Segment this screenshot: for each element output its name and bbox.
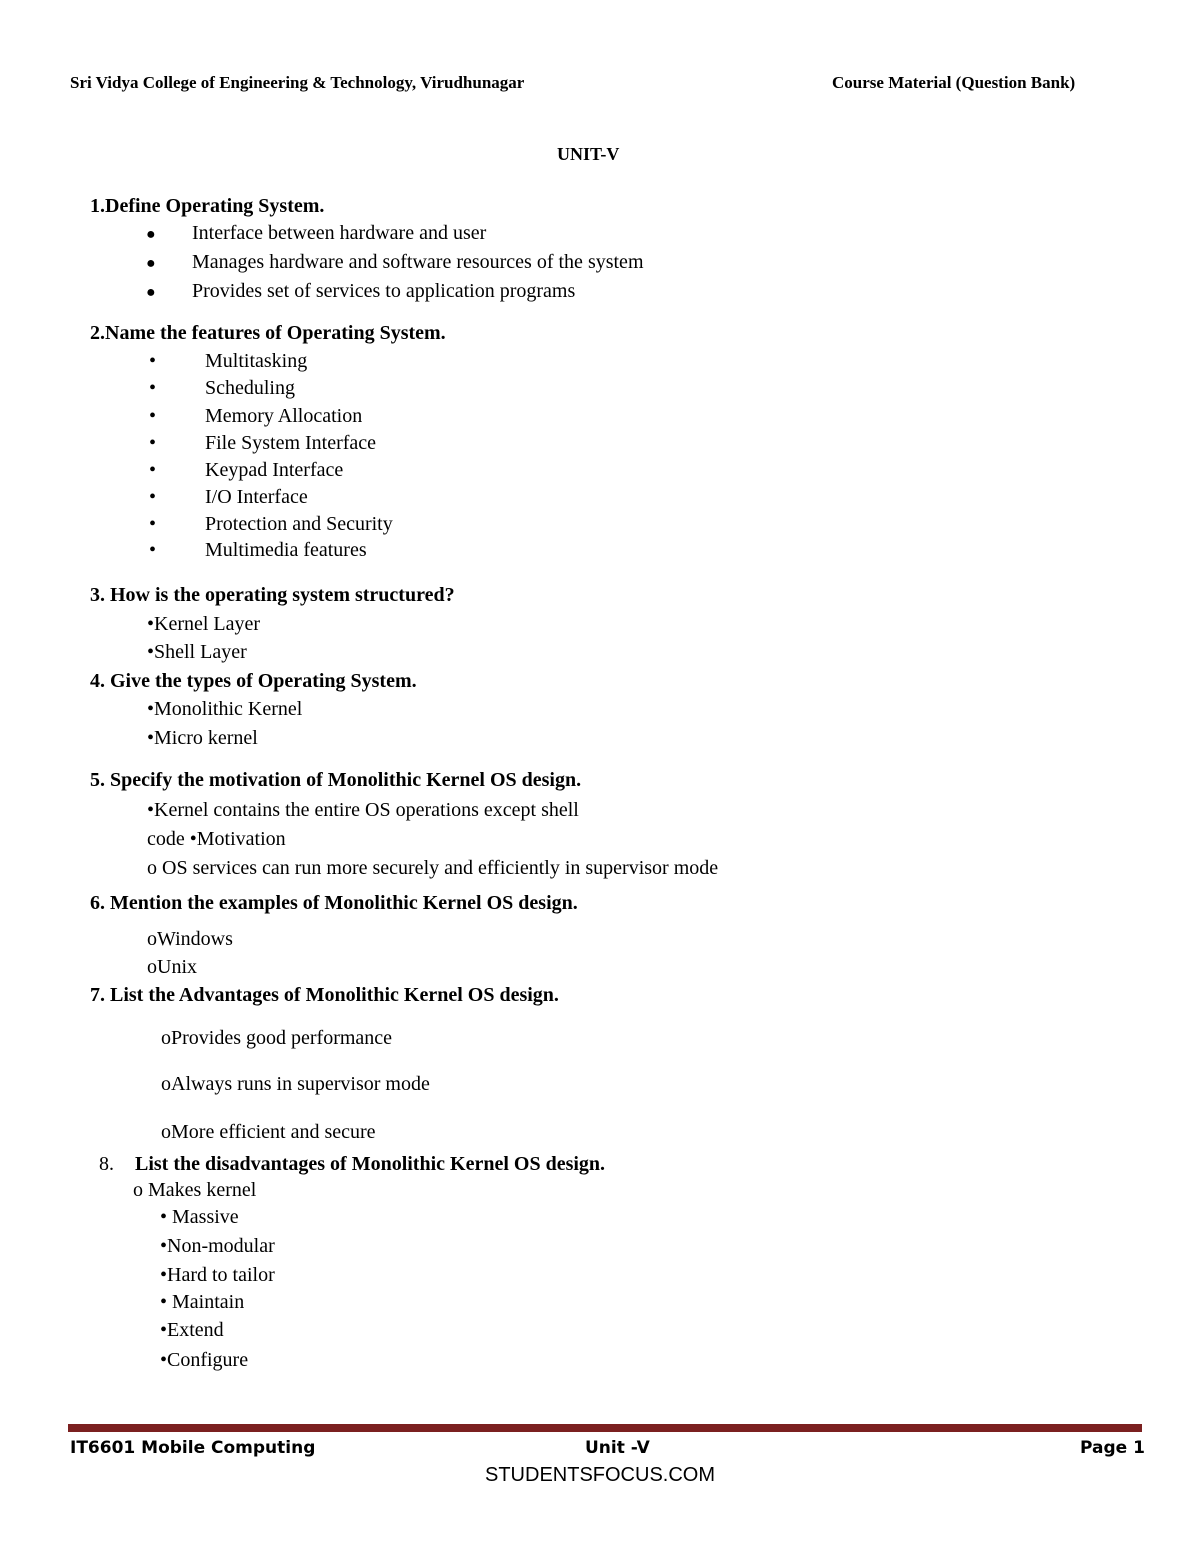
list-item: •Kernel Layer (147, 613, 261, 635)
question-8-number: 8. (99, 1153, 114, 1175)
footer-divider (68, 1424, 1142, 1432)
unit-title: UNIT-V (557, 144, 620, 164)
list-item: •Extend (160, 1319, 224, 1341)
list-item: •Micro kernel (147, 727, 258, 749)
footer-page: Page 1 (1080, 1438, 1145, 1458)
question-3-title: 3. How is the operating system structured? (90, 584, 455, 606)
question-1-title: 1.Define Operating System. (90, 195, 325, 217)
list-item: Interface between hardware and user (192, 222, 487, 244)
list-item: Scheduling (205, 377, 295, 399)
question-8-title: List the disadvantages of Monolithic Kernel OS design. (135, 1153, 606, 1175)
list-item: I/O Interface (205, 486, 308, 508)
bullet-icon: • (149, 377, 157, 399)
question-2-title: 2.Name the features of Operating System. (90, 322, 446, 344)
watermark: STUDENTSFOCUS.COM (485, 1464, 715, 1486)
list-item: code •Motivation (147, 828, 286, 850)
list-item: Provides set of services to application programs (192, 280, 576, 302)
list-item: o Makes kernel (133, 1179, 257, 1201)
list-item: Multimedia features (205, 539, 367, 561)
list-item: Keypad Interface (205, 459, 344, 481)
list-item: •Monolithic Kernel (147, 698, 303, 720)
list-item: oWindows (147, 928, 233, 950)
list-item: o OS services can run more securely and efficiently in supervisor mode (147, 857, 719, 879)
list-item: Memory Allocation (205, 405, 363, 427)
list-item: •Kernel contains the entire OS operations except shell (147, 799, 579, 821)
bullet-icon: • (149, 350, 157, 372)
bullet-icon: ● (146, 255, 156, 272)
bullet-icon: • (149, 432, 157, 454)
list-item: • Maintain (160, 1291, 245, 1313)
question-5-title: 5. Specify the motivation of Monolithic Kernel OS design. (90, 769, 582, 791)
bullet-icon: • (149, 459, 157, 481)
institution-name: Sri Vidya College of Engineering & Technology, Virudhunagar (70, 73, 525, 92)
list-item: Multitasking (205, 350, 308, 372)
material-label: Course Material (Question Bank) (832, 73, 1076, 92)
bullet-icon: • (149, 539, 157, 561)
list-item: •Configure (160, 1349, 249, 1371)
question-6-title: 6. Mention the examples of Monolithic Kernel OS design. (90, 892, 578, 914)
list-item: File System Interface (205, 432, 377, 454)
question-4-title: 4. Give the types of Operating System. (90, 670, 417, 692)
bullet-icon: ● (146, 284, 156, 301)
list-item: oMore efficient and secure (161, 1121, 376, 1143)
list-item: • Massive (160, 1206, 239, 1228)
bullet-icon: • (149, 405, 157, 427)
list-item: •Hard to tailor (160, 1264, 275, 1286)
list-item: oUnix (147, 956, 197, 978)
list-item: •Non-modular (160, 1235, 275, 1257)
list-item: •Shell Layer (147, 641, 247, 663)
list-item: Manages hardware and software resources of the system (192, 251, 644, 273)
bullet-icon: • (149, 513, 157, 535)
list-item: oProvides good performance (161, 1027, 393, 1049)
list-item: Protection and Security (205, 513, 393, 535)
question-7-title: 7. List the Advantages of Monolithic Kernel OS design. (90, 984, 559, 1006)
bullet-icon: ● (146, 226, 156, 243)
list-item: oAlways runs in supervisor mode (161, 1073, 430, 1095)
footer-unit: Unit -V (585, 1438, 650, 1458)
bullet-icon: • (149, 486, 157, 508)
footer-course: IT6601 Mobile Computing (70, 1438, 316, 1458)
